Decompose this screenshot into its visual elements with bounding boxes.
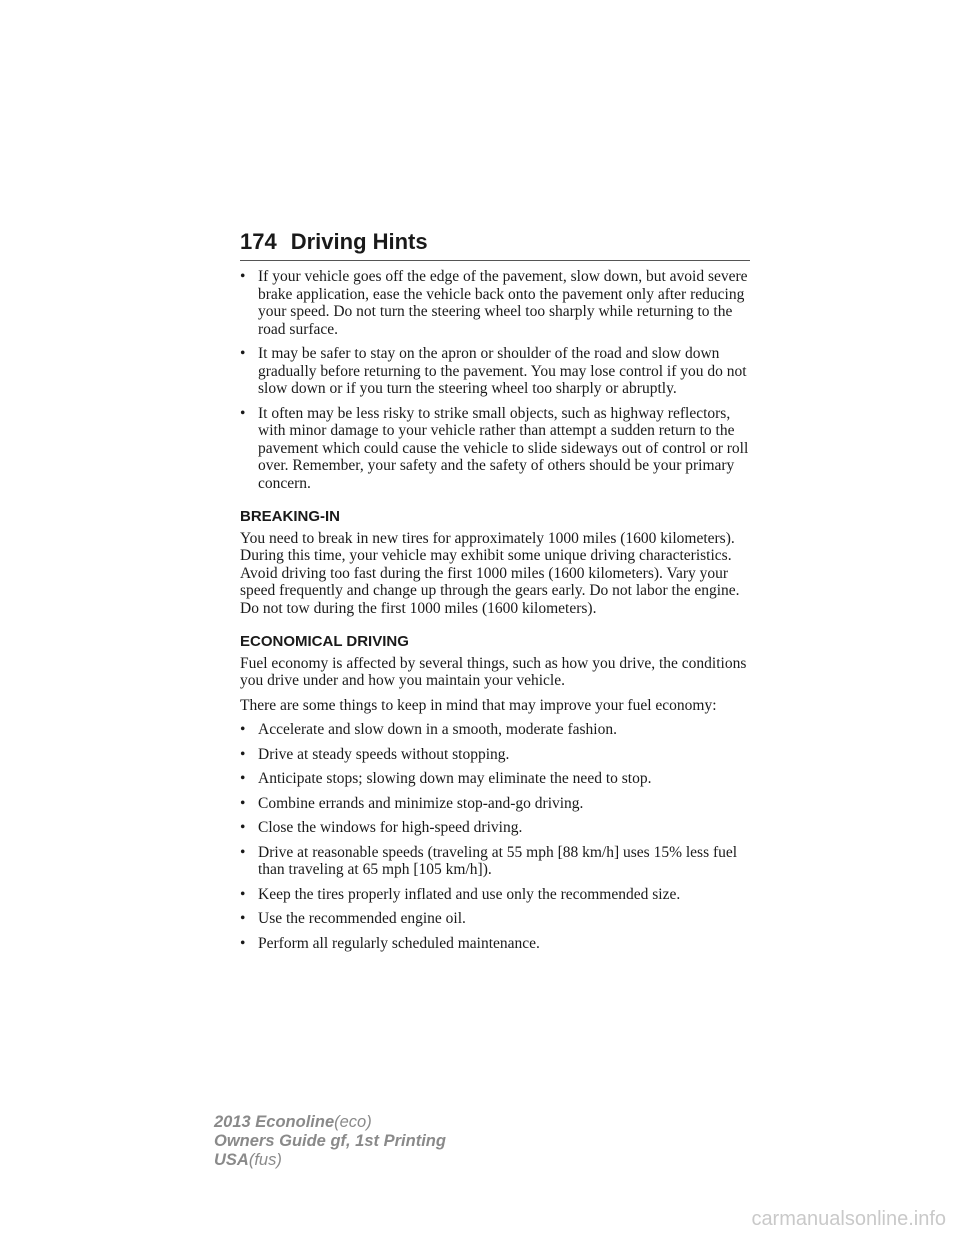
bullet-icon: •: [240, 745, 246, 763]
page-body: [240, 268, 750, 959]
list-item: [240, 345, 750, 398]
list-item-text: It often may be less risky to strike small objects, such as highway reflectors, with minor damage to your vehicle rather than attempt a sudden return to the pavement which could cause the vehicle to slide sideways out of control or roll over. Remember, your safety and the safety of others should be your primary concern.: [258, 404, 749, 492]
list-item-text: Drive at reasonable speeds (traveling at 55 mph [88 km/h] uses 15% less fuel than traveling at 65 mph [105 km/h]).: [258, 843, 738, 878]
list-item-text: Perform all regularly scheduled maintenance.: [258, 934, 540, 952]
list-item-text: If your vehicle goes off the edge of the pavement, slow down, but avoid severe brake application, ease the vehicle back onto the pavement only after reducing your speed. Do not turn the steering wheel too sharply while returning to the road surface.: [258, 268, 748, 338]
footer-line-guide: [214, 1132, 446, 1151]
footer-guide-name: Owners Guide gf, 1st Printing: [214, 1132, 446, 1150]
bullet-icon: •: [240, 721, 246, 738]
list-item-text: Accelerate and slow down in a smooth, moderate fashion.: [258, 721, 617, 738]
footer-market-name: USA: [214, 1151, 249, 1169]
bullet-icon: •: [240, 404, 246, 422]
footer-model-code: (eco): [334, 1113, 372, 1131]
page-header: [240, 229, 750, 255]
list-item-text: Drive at steady speeds without stopping.: [258, 745, 510, 763]
breaking-in-paragraph: You need to break in new tires for approximately 1000 miles (1600 kilometers). During this time, your vehicle may exhibit some unique driving characteristics. Avoid driving too fast during the first 1000 miles (1600 kilometers). Vary your speed frequently and change up through the gears early. Do not labor the engine. Do not tow during the first 1000 miles (1600 kilometers).: [240, 529, 740, 617]
economy-tips-intro: There are some things to keep in mind that may improve your fuel economy:: [240, 696, 717, 714]
footer-line-market: [214, 1151, 446, 1170]
bullet-icon: •: [240, 885, 246, 903]
bullet-icon: •: [240, 268, 246, 285]
list-item-text: Anticipate stops; slowing down may eliminate the need to stop.: [258, 770, 652, 787]
list-item: [240, 886, 750, 904]
list-item: [240, 910, 750, 928]
list-item: [240, 721, 750, 739]
economy-intro-paragraph: Fuel economy is affected by several things, such as how you drive, the conditions you drive under and how you maintain your vehicle.: [240, 654, 747, 689]
list-item: [240, 405, 750, 493]
list-item-text: Close the windows for high-speed driving.: [258, 819, 523, 836]
header-divider: [240, 260, 750, 261]
list-item-text: It may be safer to stay on the apron or shoulder of the road and slow down gradually before returning to the pavement. You may lose control if you do not slow down or if you turn the steering wheel too sharply or abruptly.: [258, 345, 747, 397]
list-item: [240, 795, 750, 813]
bullet-icon: •: [240, 843, 246, 861]
list-item: [240, 935, 750, 953]
list-item: [240, 819, 750, 837]
bullet-icon: •: [240, 770, 246, 787]
list-item-text: Use the recommended engine oil.: [258, 910, 466, 927]
footer-model-name: 2013 Econoline: [214, 1113, 335, 1131]
section-title: Driving Hints: [290, 229, 428, 254]
page-number: 174: [240, 229, 277, 254]
economical-driving-heading: ECONOMICAL DRIVING: [240, 633, 409, 650]
breaking-in-heading: BREAKING-IN: [240, 508, 340, 525]
footer-line-model: [214, 1113, 446, 1132]
list-item: [240, 844, 750, 879]
list-item: [240, 268, 750, 338]
bullet-icon: •: [240, 910, 246, 927]
list-item: [240, 770, 750, 788]
bullet-icon: •: [240, 794, 246, 812]
document-footer: [214, 1113, 446, 1170]
footer-market-code: (fus): [248, 1151, 282, 1169]
bullet-icon: •: [240, 934, 246, 952]
site-watermark: carmanualsonline.info: [751, 1208, 946, 1230]
list-item-text: Combine errands and minimize stop-and-go driving.: [258, 794, 584, 812]
bullet-icon: •: [240, 819, 246, 836]
bullet-icon: •: [240, 345, 246, 362]
list-item-text: Keep the tires properly inflated and use only the recommended size.: [258, 885, 681, 903]
list-item: [240, 746, 750, 764]
